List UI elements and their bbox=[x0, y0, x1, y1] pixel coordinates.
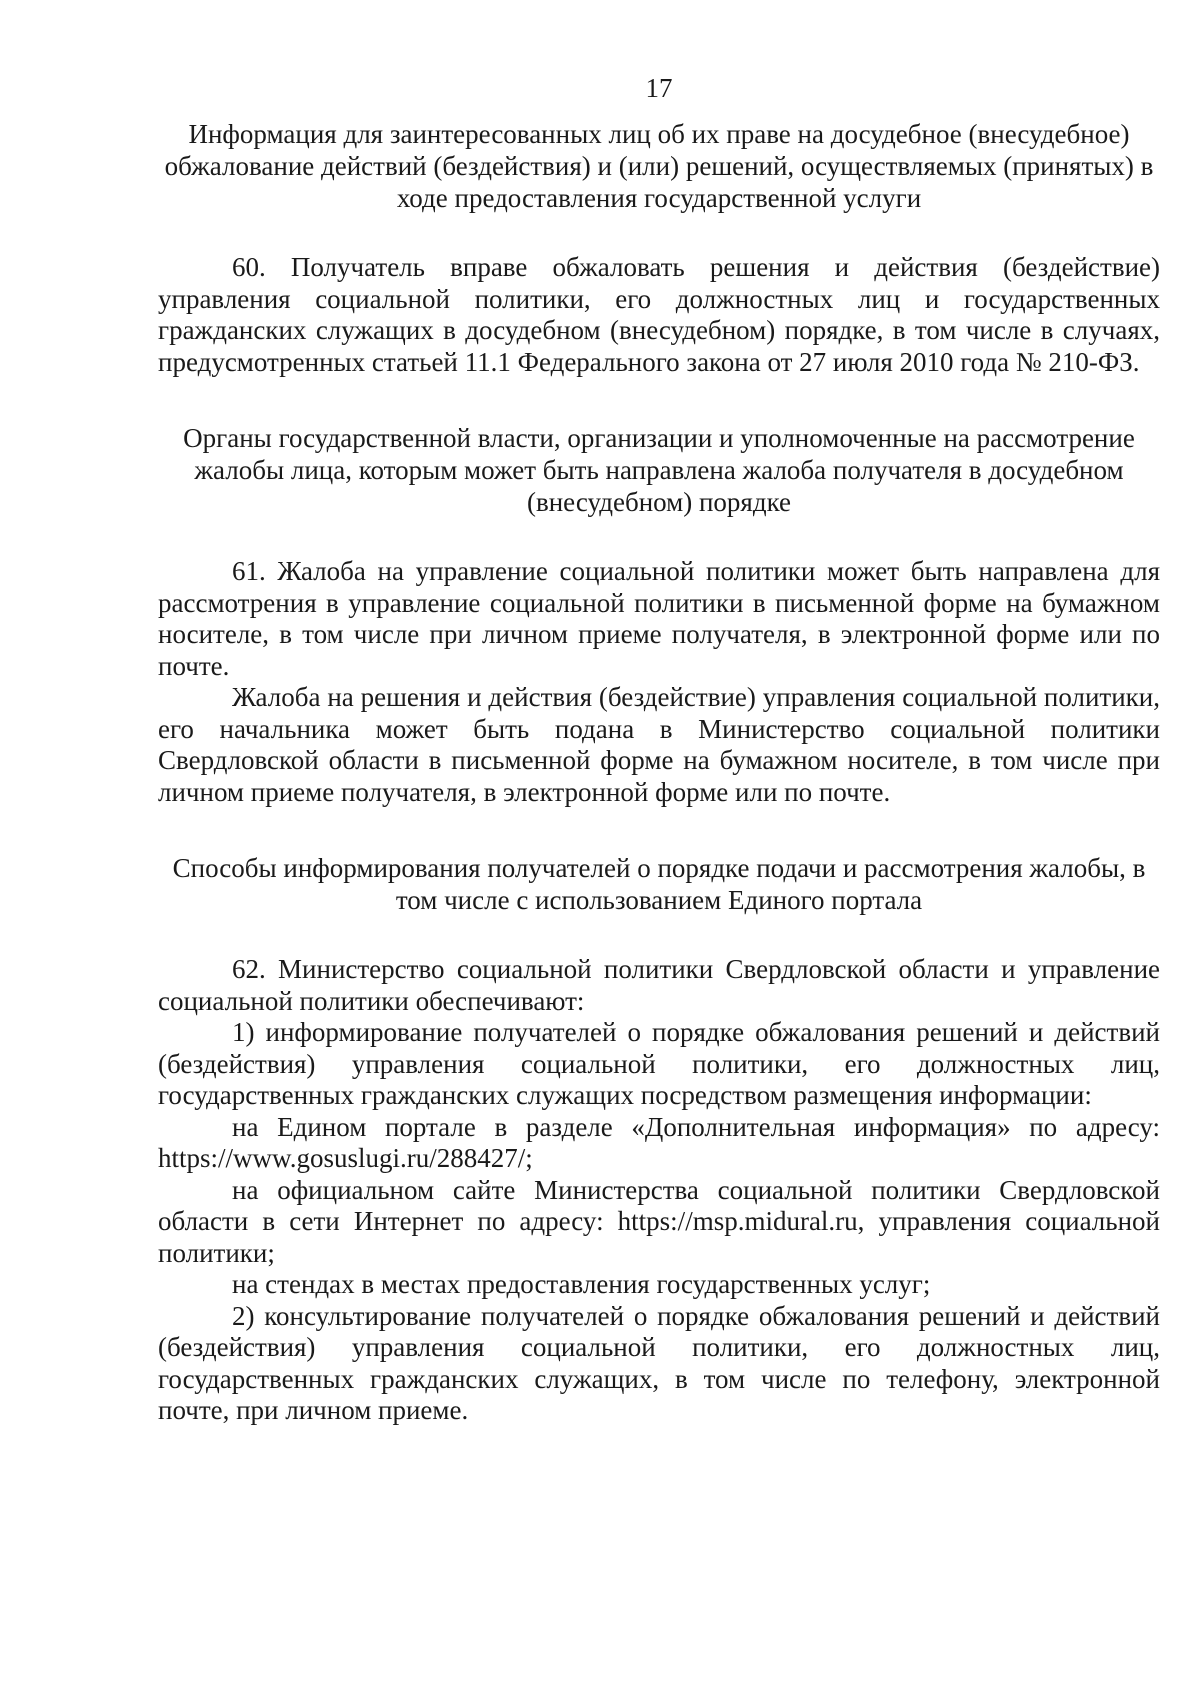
paragraph-61: 61. Жалоба на управление социальной политики может быть направлена для рассмотрения в управление социальной политики в письменной форме на бумажном носителе, в том числе при личном приеме получателя, в электронной форме или по почте. bbox=[158, 556, 1160, 681]
paragraph-62: 62. Министерство социальной политики Свердловской области и управление социальной политики обеспечивают: bbox=[158, 954, 1160, 1016]
list-item-1-website: на официальном сайте Министерства социальной политики Свердловской области в сети Интернет по адресу: https://msp.midural.ru, управления социальной политики; bbox=[158, 1174, 1160, 1268]
list-item-1: 1) информирование получателей о порядке обжалования решений и действий (бездействия) управления социальной политики, его должностных лиц, государственных гражданских служащих посредством размещения информации: bbox=[158, 1017, 1160, 1110]
list-item-1-stands: на стендах в местах предоставления государственных услуг; bbox=[232, 1269, 931, 1299]
section-heading-appeal-rights: Информация для заинтересованных лиц об их праве на досудебное (внесудебное) обжалование действий (бездействия) и (или) решений, осуществляемых (принятых) в ходе предоставления государственной услуги bbox=[164, 119, 1154, 213]
list-item-2: 2) консультирование получателей о порядке обжалования решений и действий (бездействия) управления социальной политики, его должностных лиц, государственных гражданских служащих, в том числе по телефону, электронной почте, при личном приеме. bbox=[158, 1300, 1160, 1425]
section-heading-complaint-bodies: Органы государственной власти, организации и уполномоченные на рассмотрение жалобы лица, которым может быть направлена жалоба получателя в досудебном (внесудебном) порядке bbox=[183, 423, 1135, 517]
page-number: 17 bbox=[645, 73, 673, 103]
document-page bbox=[158, 60, 1160, 1427]
paragraph-60: 60. Получатель вправе обжаловать решения и действия (бездействие) управления социальной политики, его должностных лиц и государственных гражданских служащих в досудебном (внесудебном) порядке, в том числе в случаях, предусмотренных статьей 11.1 Федерального закона от 27 июля 2010 года № 210-ФЗ. bbox=[158, 252, 1160, 377]
list-item-1-portal: на Едином портале в разделе «Дополнительная информация» по адресу: https://www.gosuslugi.ru/288427/; bbox=[158, 1111, 1160, 1173]
paragraph-61-continued: Жалоба на решения и действия (бездействие) управления социальной политики, его начальника может быть подана в Министерство социальной политики Свердловской области в письменной форме на бумажном носителе, в том числе при личном приеме получателя, в электронной форме или по почте. bbox=[158, 682, 1160, 807]
section-heading-informing-methods: Способы информирования получателей о порядке подачи и рассмотрения жалобы, в том числе с использованием Единого портала bbox=[172, 853, 1146, 915]
